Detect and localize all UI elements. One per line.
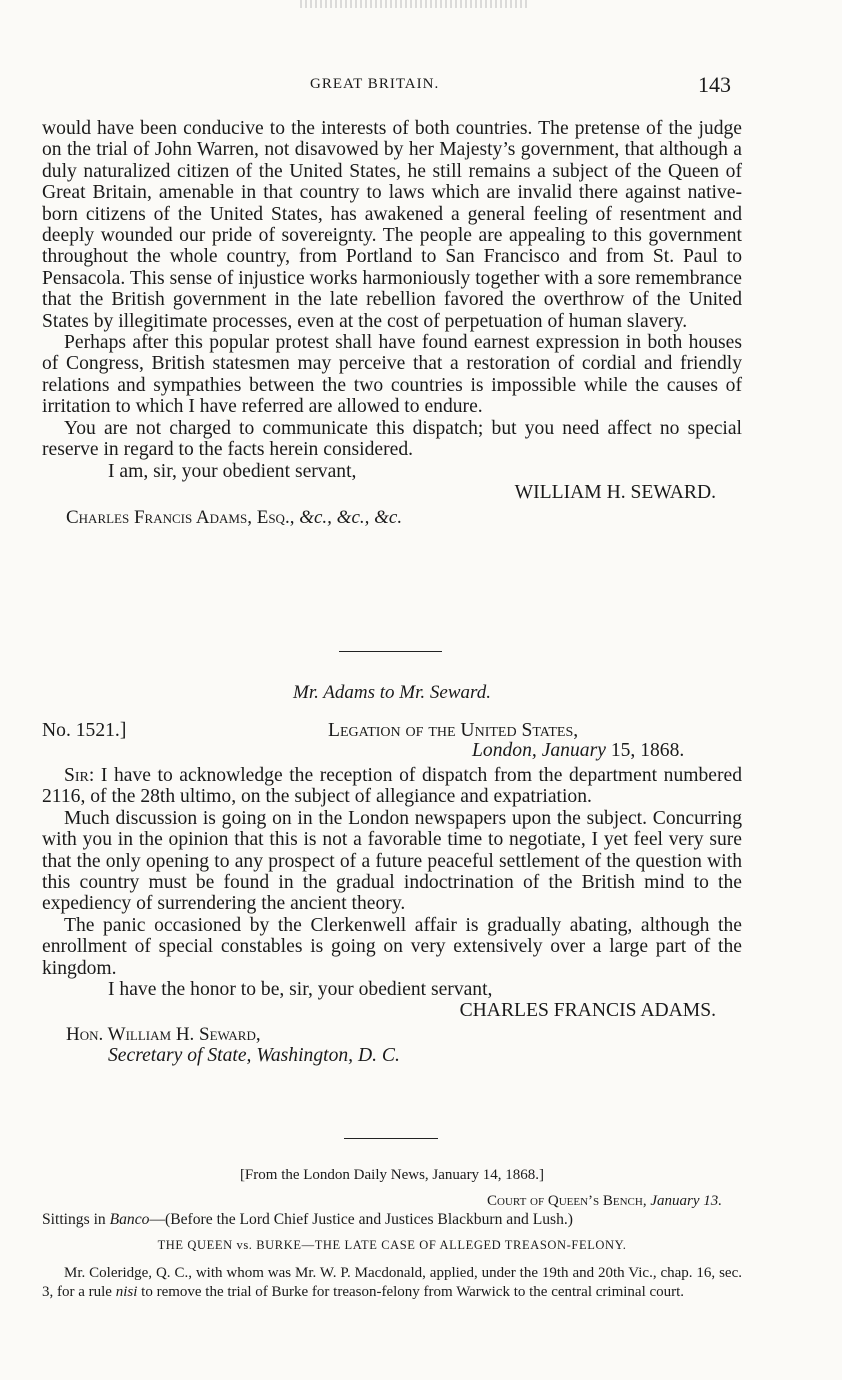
scan-artifact	[300, 0, 530, 8]
addressee	[42, 507, 742, 528]
extract-text: Mr. Coleridge, Q. C., with whom was Mr. W. P. Macdonald, applied, under the 19th and 20th Vic., chap. 16, sec. 3, for a rule	[42, 1265, 742, 1300]
legation-line: Legation of the United States,	[328, 720, 579, 741]
case-title: THE QUEEN vs. BURKE—THE LATE CASE OF ALLEGED TREASON-FELONY.	[157, 1238, 627, 1252]
body-paragraph: would have been conducive to the interests of both countries. The pretense of the judge on the trial of John Warren, not disavowed by her Majesty’s government, that although a duly naturalized citizen of the United States, he still remains a subject of the Queen of Great Britain, amenable in that country to laws which are invalid there against native-born citizens of the United States, has awakened a general feeling of resentment and deeply wounded our pride of sovereignty. The people are appealing to this government throughout the whole country, from Portland to San Francisco and from St. Paul to Pensacola. This sense of injustice works harmoniously together with a sore remembrance that the British government in the late rebellion favored the overthrow of the United States by illegitimate processes, even at the cost of perpetuation of human slavery.	[42, 118, 742, 332]
dateline-day: 15, 1868.	[610, 740, 685, 761]
letter-title: Mr. Adams to Mr. Seward.	[293, 682, 491, 703]
newspaper-extract	[42, 1166, 742, 1302]
section-divider	[339, 651, 442, 652]
signature: CHARLES FRANCIS ADAMS.	[459, 1000, 716, 1022]
addressee-name: Hon. William H. Seward,	[66, 1023, 261, 1045]
section-divider	[344, 1138, 438, 1139]
salutation: Sir	[64, 765, 89, 786]
body-paragraph	[42, 765, 742, 808]
extract-nisi: nisi	[115, 1284, 138, 1300]
sittings-rest: —(Before the Lord Chief Justice and Justices Blackburn and Lush.)	[149, 1211, 573, 1228]
letter-adams-body	[42, 765, 742, 1067]
page-header	[0, 72, 842, 102]
court-line	[42, 1192, 742, 1210]
page-number: 143	[698, 72, 731, 97]
closing-line: I have the honor to be, sir, your obedient servant,	[108, 979, 493, 1001]
sittings-prefix: Sittings in	[42, 1211, 106, 1228]
addressee-name: Charles Francis Adams, Esq.,	[66, 507, 295, 529]
dateline-month: January	[541, 740, 606, 761]
sittings-line	[42, 1210, 742, 1229]
signature: WILLIAM H. SEWARD.	[514, 481, 716, 503]
dispatch-number: No. 1521.]	[42, 720, 127, 741]
letter-seward-body	[42, 118, 742, 529]
court-date: January 13.	[650, 1193, 722, 1209]
letter-heading	[42, 720, 742, 764]
body-paragraph: The panic occasioned by the Clerkenwell affair is gradually abating, although the enrollment of special constables is going on very extensively over a large part of the kingdom.	[42, 914, 742, 979]
dateline-place: London,	[472, 740, 537, 761]
letter-adams	[42, 682, 742, 703]
dateline	[472, 740, 684, 762]
running-head: GREAT BRITAIN.	[310, 76, 440, 92]
court-name: Court of Queen’s Bench,	[487, 1193, 647, 1209]
body-paragraph: Perhaps after this popular protest shall have found earnest expression in both houses of Congress, British statesmen may perceive that a restoration of cordial and friendly relations and sympathies between the two countries is impossible while the causes of irritation to which I have referred are allowed to endure.	[42, 332, 742, 418]
body-paragraph: You are not charged to communicate this dispatch; but you need affect no special reserve in regard to the facts herein considered.	[42, 417, 742, 461]
body-paragraph: Much discussion is going on in the London newspapers upon the subject. Concurring with you in the opinion that this is not a favorable time to negotiate, I yet feel very sure that the only opening to any prospect of a future peaceful settlement of the question with this country must be found in the gradual indoctrination of the British mind to the expediency of surrendering the ancient theory.	[42, 807, 742, 915]
extract-text: to remove the trial of Burke for treason-felony from Warwick to the central criminal court.	[141, 1284, 685, 1300]
sittings-banco: Banco	[109, 1211, 150, 1228]
source-line: [From the London Daily News, January 14, 1868.]	[239, 1167, 545, 1183]
addressee-etc: &c., &c., &c.	[299, 507, 403, 529]
body-paragraph-text: : I have to acknowledge the reception of dispatch from the department numbered 2116, of the 28th ultimo, on the subject of allegiance and expatriation.	[42, 765, 742, 808]
addressee-title: Secretary of State, Washington, D. C.	[108, 1045, 400, 1067]
closing-line: I am, sir, your obedient servant,	[108, 460, 357, 482]
extract-paragraph	[42, 1264, 742, 1301]
